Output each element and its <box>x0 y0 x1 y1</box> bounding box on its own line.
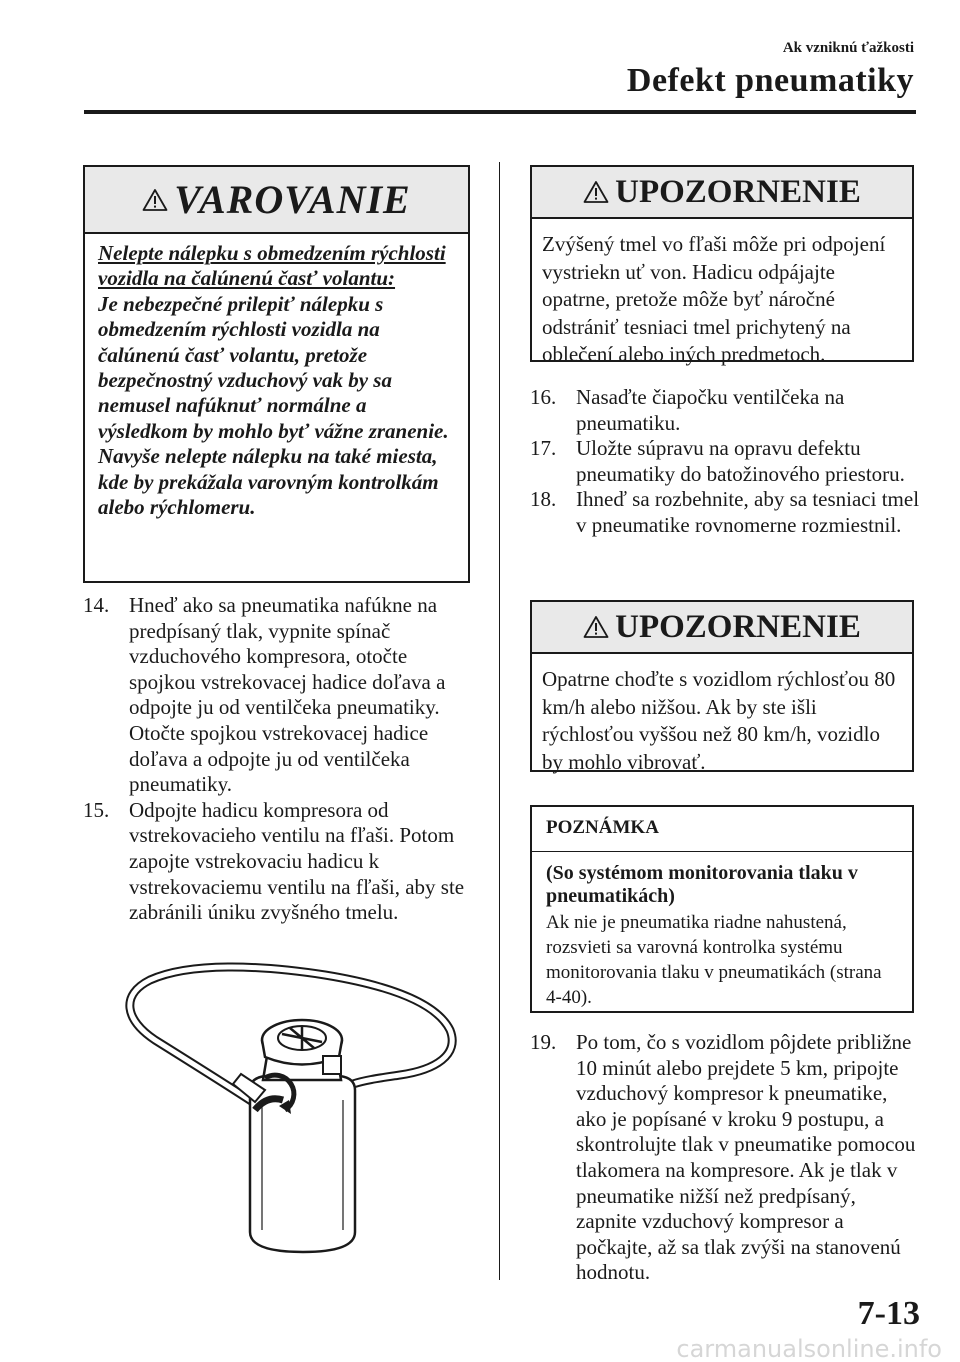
step-15 <box>83 798 478 926</box>
note-label: POZNÁMKA <box>532 807 912 852</box>
warning-text: Je nebezpečné prilepiť nálepku s obmedzením rýchlosti vozidla na čalúnenú časť volantu, pretože bezpečnostný vzduchový vak by sa nemusel nafúknuť normálne a výsledkom by mohlo byť vážne zranenie. Navyše nelepte nálepku na také miesta, kde by prekážala varovným kontrolkám alebo rýchlomeru. <box>98 291 449 520</box>
caution-label-2: UPOZORNENIE <box>615 608 861 645</box>
step-number: 17. <box>530 436 557 461</box>
column-divider <box>499 162 500 1280</box>
sealant-bottle-hose-illustration <box>115 960 485 1260</box>
warning-body <box>85 234 468 520</box>
step-number: 15. <box>83 797 110 822</box>
warning-label: VAROVANIE <box>174 177 411 222</box>
step-text: Ihneď sa rozbehnite, aby sa tesniaci tmel v pneumatike rovnomerne rozmiestnil. <box>576 487 920 537</box>
step-number: 14. <box>83 593 110 617</box>
step-text: Hneď ako sa pneumatika nafúkne na predpísaný tlak, vypnite spínač vzduchového kompresora, otočte spojkou vstrekovacej hadice doľava a odpojte ju od ventilčeka pneumatiky. Otočte spojkou vstrekovacej hadice doľava a odpojte ju od ventilčeka pneumatiky. <box>129 593 446 797</box>
warning-triangle-icon <box>142 188 168 212</box>
steps-left <box>83 593 478 926</box>
step-number: 16. <box>530 385 557 409</box>
header-rule <box>84 110 916 114</box>
step-number: 19. <box>530 1030 557 1054</box>
step-14 <box>83 593 478 798</box>
step-18 <box>530 487 920 538</box>
step-text: Po tom, čo s vozidlom pôjdete približne 10 minút alebo prejdete 5 km, pripojte vzduchový kompresor k pneumatike, ako je popísané v kroku 9 postupu, a skontrolujte tlak v pneumatike pomocou tlakomera na kompresore. Ak je tlak v pneumatike nižší než predpísaný, zapnite vzduchový kompresor a počkajte, až sa tlak zvýši na stanovenú hodnotu. <box>576 1030 916 1285</box>
caution-text-1: Zvýšený tmel vo fľaši môže pri odpojení vystriekn uť von. Hadicu odpájajte opatrne, pretože môže byť náročné odstrániť tesniaci tmel prichytený na oblečení alebo iných predmetoch. <box>542 232 886 366</box>
step-text: Nasaďte čiapočku ventilčeka na pneumatiku. <box>576 385 845 435</box>
page-title: Defekt pneumatiky <box>626 62 914 99</box>
step-17 <box>530 436 920 487</box>
step-text: Odpojte hadicu kompresora od vstrekovacieho ventilu na fľaši. Potom zapojte vstrekovaciu hadicu k vstrekovaciemu ventilu na fľaši, aby ste zabránili úniku zvyšného tmelu. <box>129 797 465 925</box>
step-19 <box>530 1030 920 1286</box>
caution-header-2 <box>532 602 912 654</box>
warning-header <box>85 167 468 234</box>
steps-right-a <box>530 385 920 539</box>
step-number: 18. <box>530 487 557 512</box>
watermark: carmanualsonline.info <box>676 1335 942 1362</box>
warning-triangle-icon <box>583 180 609 204</box>
note-text: Ak nie je pneumatika riadne nahustená, rozsvieti sa varovná kontrolka systému monitorovania tlaku v pneumatikách (strana 4-40). <box>546 912 882 1008</box>
caution-box-1 <box>530 165 914 366</box>
caution-text-2: Opatrne choďte s vozidlom rýchlosťou 80 km/h alebo nižšou. Ak by ste išli rýchlosťou vyššou než 80 km/h, vozidlo by mohlo vibrovať. <box>542 667 896 774</box>
note-subtitle: (So systémom monitorovania tlaku v pneumatikách) <box>546 862 858 907</box>
caution-label-1: UPOZORNENIE <box>615 173 861 210</box>
step-text: Uložte súpravu na opravu defektu pneumatiky do batožinového priestoru. <box>576 436 905 486</box>
note-box <box>530 805 914 1013</box>
page-number: 7-13 <box>857 1295 920 1332</box>
caution-header-1 <box>532 167 912 219</box>
note-body <box>532 852 912 1010</box>
warning-underlined-heading: Nelepte nálepku s obmedzením rýchlosti vozidla na čalúnenú časť volantu: <box>98 241 446 291</box>
header-section: Ak vzniknú ťažkosti <box>782 40 914 56</box>
steps-right-b <box>530 1030 920 1286</box>
warning-box <box>83 165 470 583</box>
step-16 <box>530 385 920 436</box>
caution-box-2 <box>530 600 914 772</box>
warning-triangle-icon <box>583 615 609 639</box>
